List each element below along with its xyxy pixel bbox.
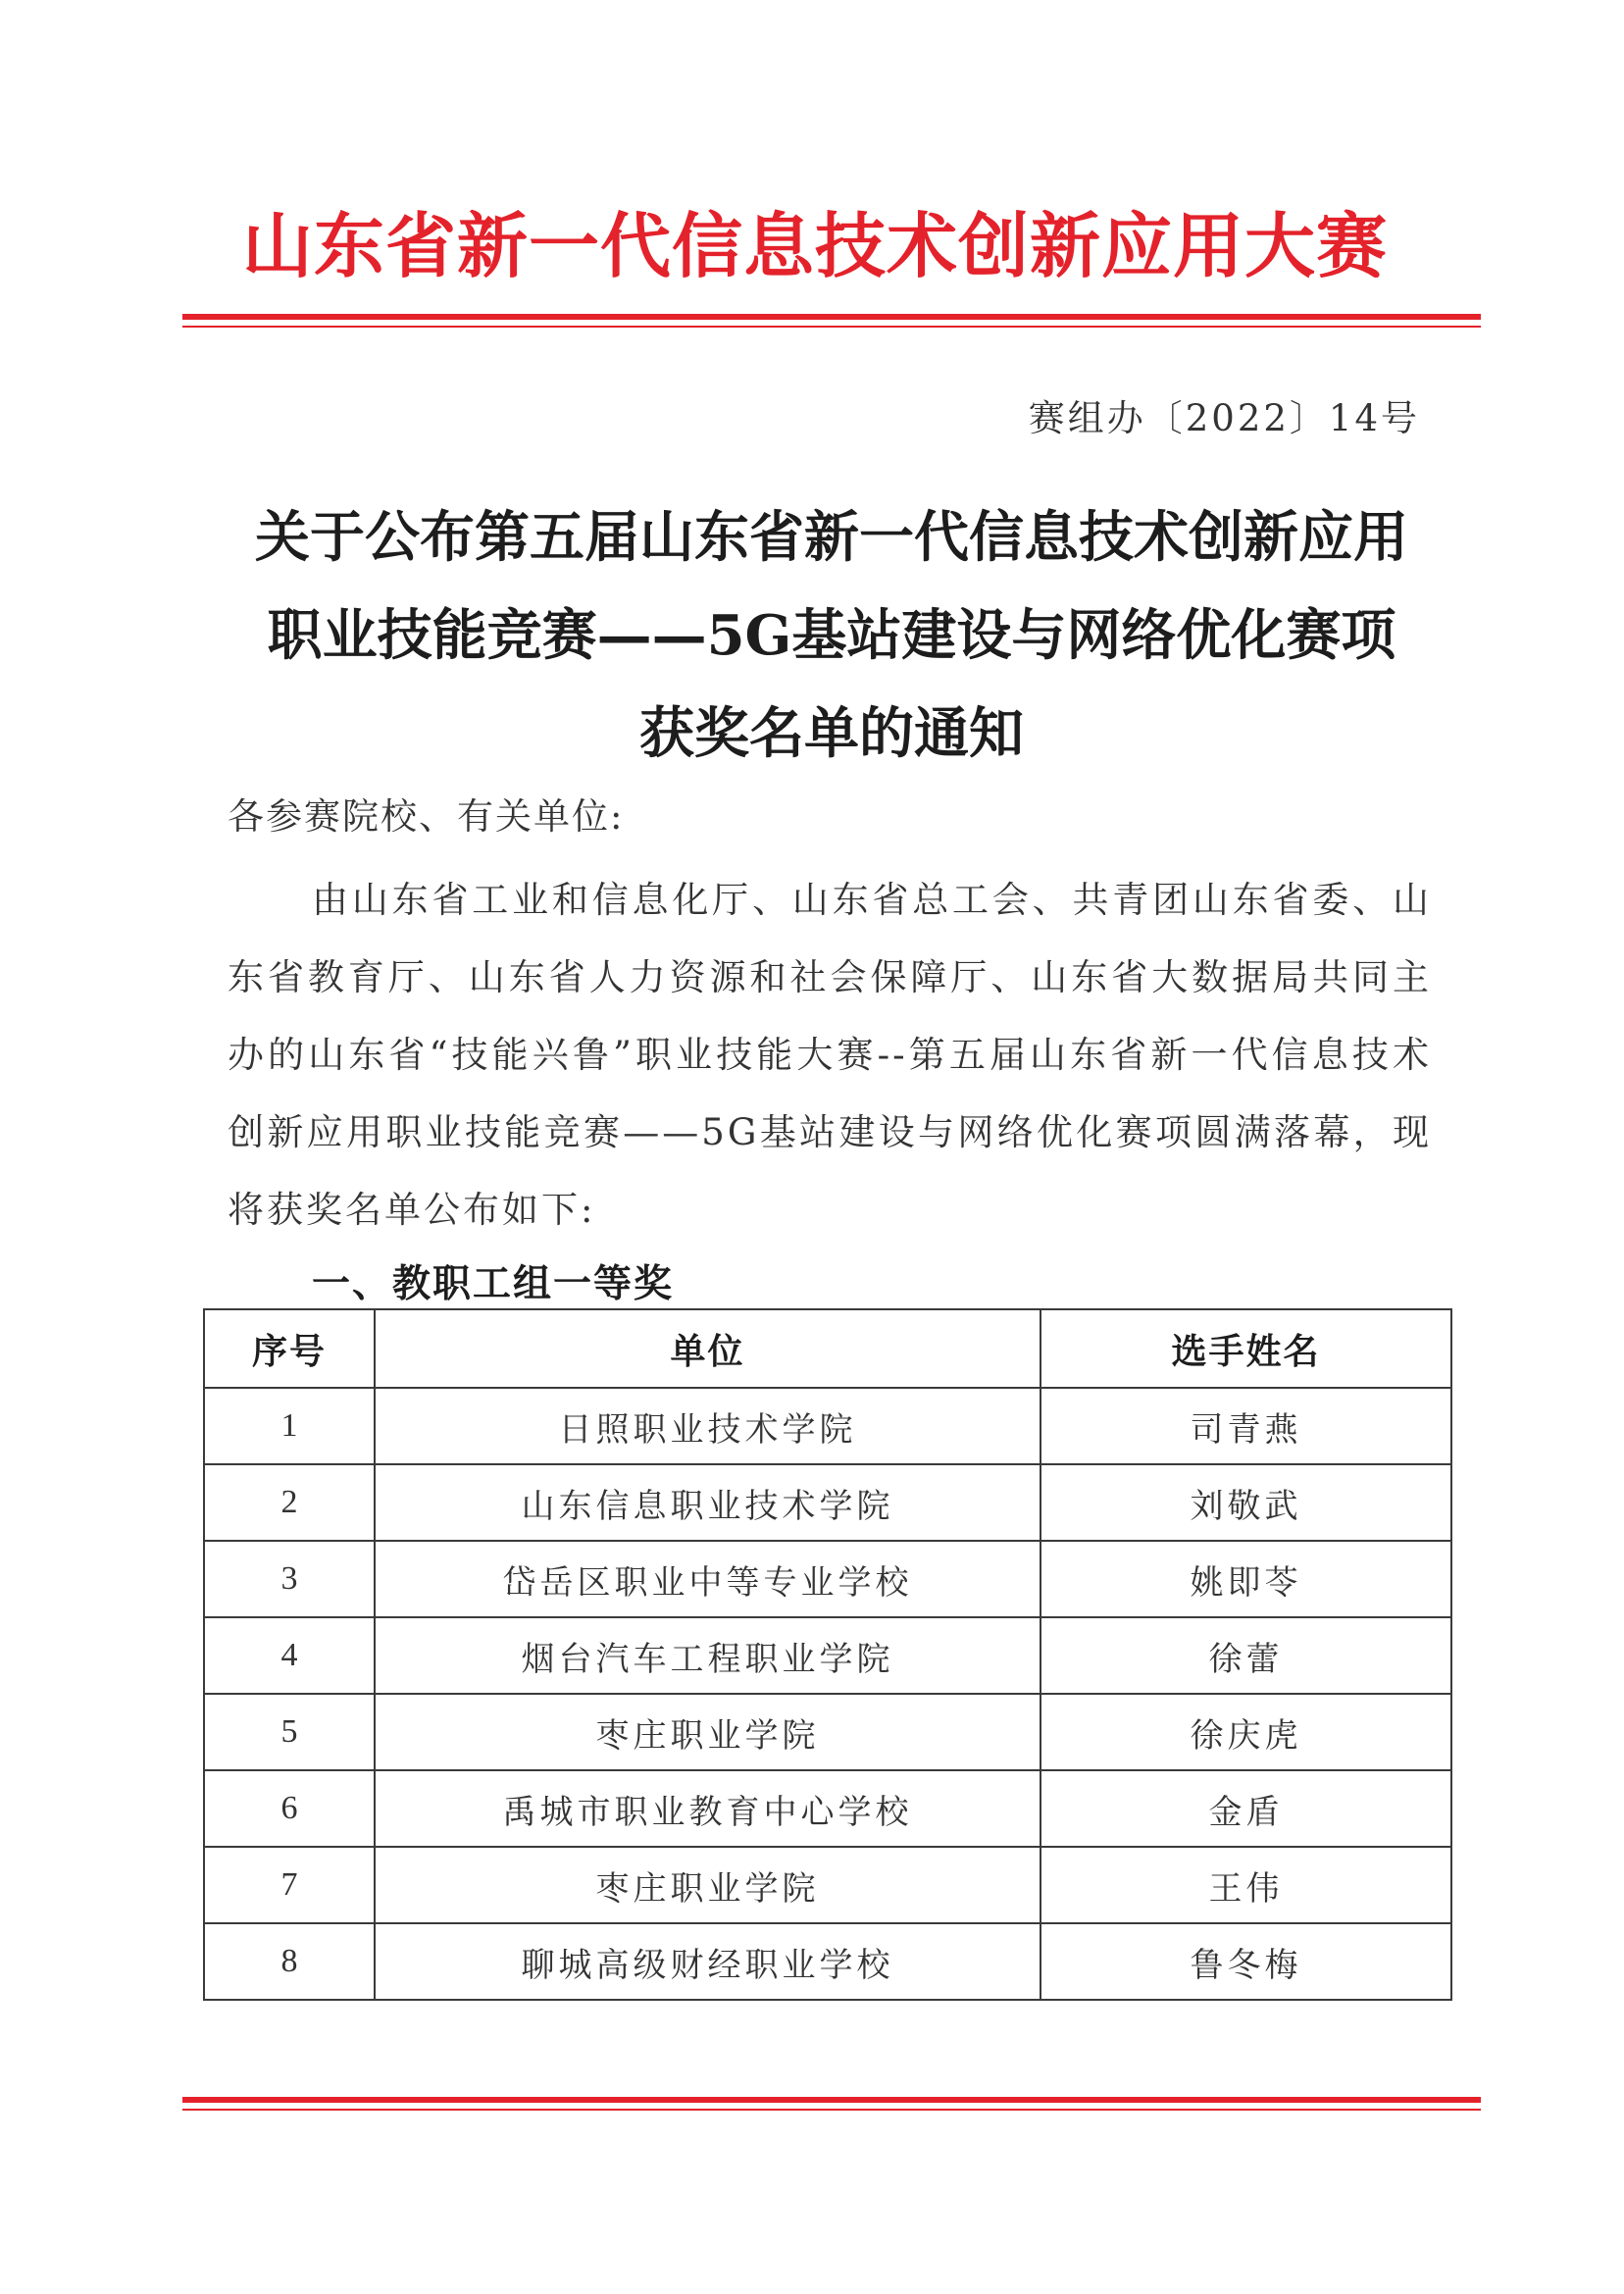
document-number: 赛组办〔2022〕14号: [1028, 397, 1420, 439]
table-header-row: [204, 1309, 1451, 1388]
row-contestant: 姚即苓: [1040, 1541, 1451, 1617]
salutation: 各参赛院校、有关单位:: [228, 795, 625, 838]
row-contestant: 司青燕: [1040, 1388, 1451, 1464]
row-number: 2: [204, 1464, 375, 1541]
row-unit: 聊城高级财经职业学校: [375, 1923, 1040, 2000]
notice-title-line-1: 关于公布第五届山东省新一代信息技术创新应用: [255, 505, 1408, 570]
row-contestant: 王伟: [1040, 1847, 1451, 1923]
letterhead-title: 山东省新一代信息技术创新应用大赛: [241, 204, 1388, 287]
column-header-name: 选手姓名: [1040, 1309, 1451, 1388]
row-unit: 日照职业技术学院: [375, 1388, 1040, 1464]
letterhead-rule-thick: [182, 314, 1481, 320]
row-number: 7: [204, 1847, 375, 1923]
body-paragraph: 由山东省工业和信息化厅、山东省总工会、共青团山东省委、山东省教育厅、山东省人力资源和社会保障厅、山东省大数据局共同主办的山东省“技能兴鲁”职业技能大赛--第五届山东省新一代信息技术创新应用职业技能竞赛——5G基站建设与网络优化赛项圆满落幕，现将获奖名单公布如下:: [228, 879, 1432, 1231]
notice-title-line-3: 获奖名单的通知: [639, 701, 1024, 766]
row-number: 3: [204, 1541, 375, 1617]
row-number: 5: [204, 1694, 375, 1770]
table-row: [204, 1617, 1451, 1694]
letterhead-rule-thin: [182, 326, 1481, 328]
row-number: 6: [204, 1770, 375, 1847]
notice-title: [182, 488, 1481, 783]
table-row: [204, 1770, 1451, 1847]
table-row: [204, 1464, 1451, 1541]
footer-rule-thin: [182, 2109, 1481, 2111]
row-number: 1: [204, 1388, 375, 1464]
row-contestant: 鲁冬梅: [1040, 1923, 1451, 2000]
row-contestant: 徐蕾: [1040, 1617, 1451, 1694]
row-contestant: 刘敬武: [1040, 1464, 1451, 1541]
section-heading: 一、教职工组一等奖: [312, 1262, 675, 1306]
footer-rule-thick: [182, 2097, 1481, 2103]
row-unit: 山东信息职业技术学院: [375, 1464, 1040, 1541]
table-row: [204, 1694, 1451, 1770]
table-row: [204, 1923, 1451, 2000]
row-contestant: 金盾: [1040, 1770, 1451, 1847]
row-unit: 烟台汽车工程职业学院: [375, 1617, 1040, 1694]
column-header-number: 序号: [204, 1309, 375, 1388]
row-unit: 枣庄职业学院: [375, 1694, 1040, 1770]
award-table: [203, 1308, 1452, 2001]
notice-title-line-2: 职业技能竞赛——5G基站建设与网络优化赛项: [267, 603, 1396, 668]
row-unit: 枣庄职业学院: [375, 1847, 1040, 1923]
row-unit: 禹城市职业教育中心学校: [375, 1770, 1040, 1847]
column-header-unit: 单位: [375, 1309, 1040, 1388]
row-number: 4: [204, 1617, 375, 1694]
table-row: [204, 1541, 1451, 1617]
table-row: [204, 1388, 1451, 1464]
row-unit: 岱岳区职业中等专业学校: [375, 1541, 1040, 1617]
row-contestant: 徐庆虎: [1040, 1694, 1451, 1770]
table-row: [204, 1847, 1451, 1923]
row-number: 8: [204, 1923, 375, 2000]
